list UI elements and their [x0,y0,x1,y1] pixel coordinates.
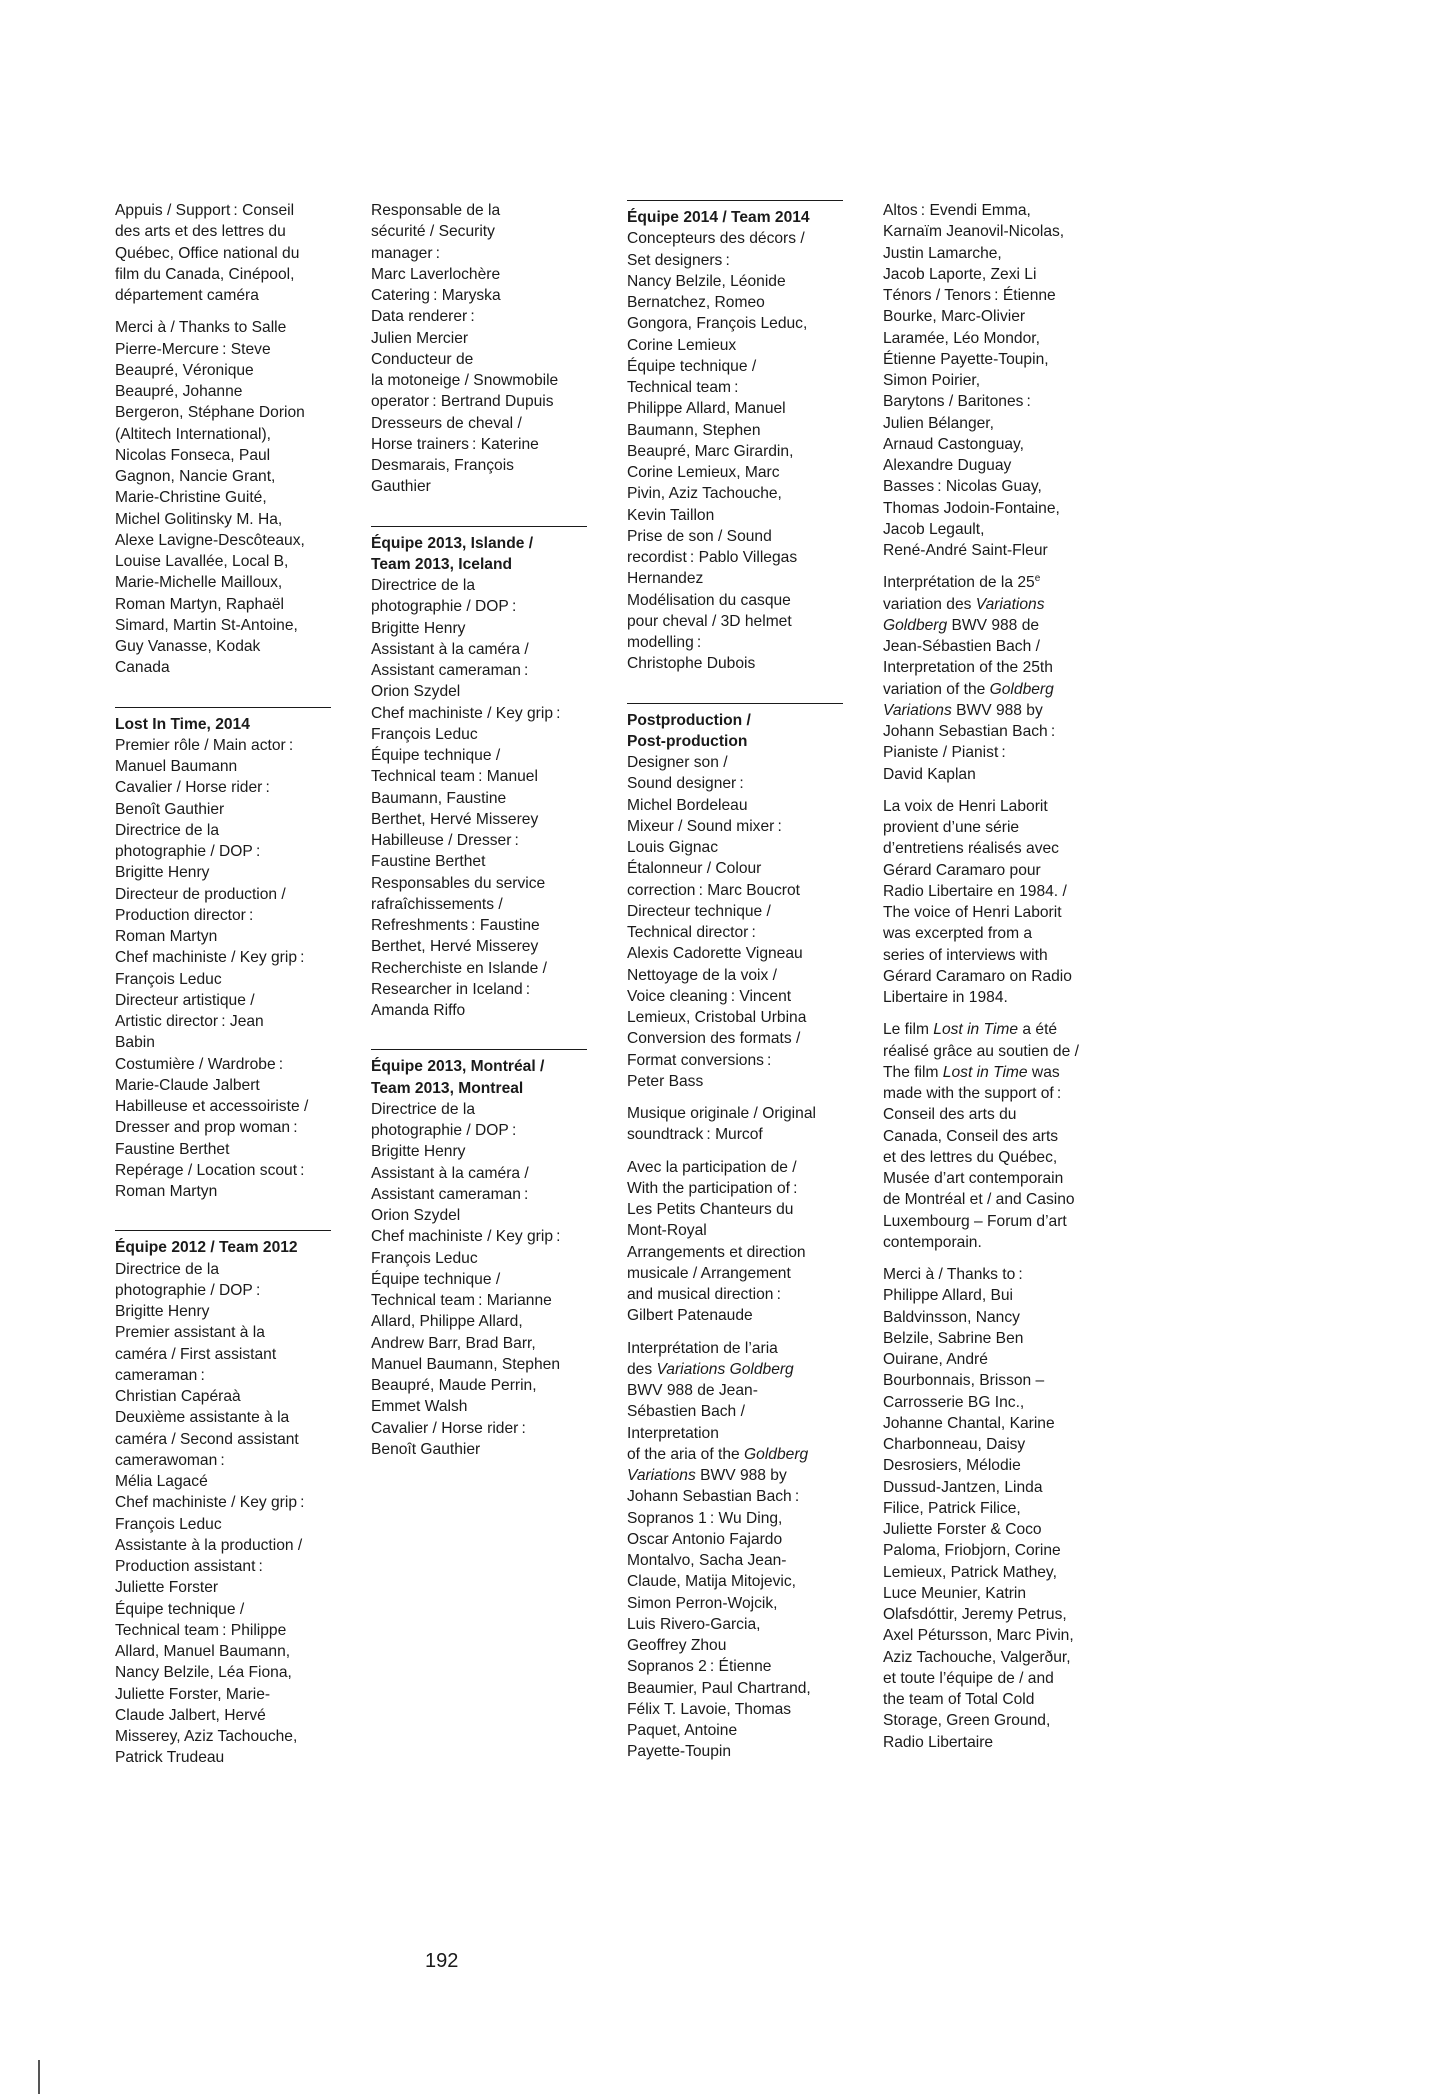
credit-line: Guy Vanasse, Kodak [115,638,261,655]
credit-line: Jacob Laporte, Zexi Li [883,265,1037,283]
credit-line: Habilleuse / Dresser : [371,832,519,849]
credit-line: the team of Total Cold [883,1691,1035,1708]
credit-line: Radio Libertaire [883,1733,994,1751]
credit-line: Merci à / Thanks to Salle [115,319,287,337]
credit-line: Juliette Forster & Coco [883,1521,1042,1538]
credit-line: Louise Lavallée, Local B, [115,553,289,570]
credits-block [883,572,1099,785]
credit-line: Musique originale / Original [627,1105,816,1122]
credit-line: Interpretation of the 25th [883,659,1053,677]
credits-block [627,1103,843,1146]
credit-line: Faustine Berthet [115,1140,230,1158]
credit-line: correction : Marc Boucrot [627,881,800,899]
credits-section [371,526,587,1022]
credit-line: Variations BWV 988 by [627,1467,787,1484]
column-4 [883,200,1099,1764]
credit-line: François Leduc [371,725,478,743]
credit-line: Julien Bélanger, [883,414,994,432]
credit-line: Responsables du service [371,874,546,892]
credit-line: François Leduc [371,1249,478,1267]
credit-line: camerawoman : [115,1451,225,1469]
credit-line: Conducteur de [371,350,474,368]
credit-line: (Altitech International), [115,425,272,443]
credit-line: Julien Mercier [371,329,469,347]
credit-line: photographie / DOP : [115,1281,261,1299]
credit-line: Assistant à la caméra / [371,640,529,658]
credit-line: Merci à / Thanks to : [883,1266,1023,1283]
credit-line: Data renderer : [371,308,475,326]
credits-block [627,1157,843,1327]
credit-line: Alexis Cadorette Vigneau [627,945,803,963]
credit-line: Hernandez [627,570,704,588]
credit-line: Claude, Matija Mitojevic, [627,1573,796,1591]
credit-line: Barytons / Baritones : [883,393,1031,411]
credit-line: Ouirane, André [883,1351,988,1368]
credit-line: pour cheval / 3D helmet [627,612,792,630]
credit-line: Production director : [115,906,254,924]
credit-line: Arrangements et direction [627,1243,806,1261]
credit-line: Le film Lost in Time a été [883,1021,1058,1039]
credit-line: Bergeron, Stéphane Dorion [115,404,305,422]
credits-section [115,707,331,1203]
credits-section [371,1049,587,1460]
credit-line: Roman Martyn [115,1183,218,1200]
credit-line: Babin [115,1034,155,1052]
credit-line: Researcher in Iceland : [371,980,531,998]
credit-line: Bourke, Marc-Olivier [883,308,1026,326]
credit-line: Premier assistant à la [115,1324,265,1342]
credit-line: Roman Martyn [115,928,218,945]
credit-line: Gauthier [371,478,431,496]
credit-line: David Kaplan [883,765,976,783]
credit-line: Sopranos 1 : Wu Ding, [627,1509,783,1527]
credit-line: Simon Perron-Wojcik, [627,1594,778,1612]
credit-line: Directrice de la [371,1100,475,1118]
credit-line: Montalvo, Sacha Jean- [627,1552,787,1569]
credit-line: François Leduc [115,970,222,988]
credits-block [115,317,331,678]
section-heading: Team 2013, Iceland [371,555,512,573]
credit-line: Mont-Royal [627,1222,707,1240]
credit-line: Directeur technique / [627,902,771,920]
credit-line: Bourbonnais, Brisson – [883,1372,1045,1390]
credit-line: Les Petits Chanteurs du [627,1201,794,1218]
credit-line: Technical team : Manuel [371,768,538,786]
credit-line: Manuel Baumann, Stephen [371,1355,560,1373]
credit-line: Belzile, Sabrine Ben [883,1329,1024,1347]
credit-line: Louis Gignac [627,839,719,856]
credit-line: Assistant à la caméra / [371,1164,529,1182]
credit-line: Allard, Manuel Baumann, [115,1643,291,1660]
credit-line: Filice, Patrick Filice, [883,1499,1021,1517]
credit-line: Christian Capéraà [115,1388,241,1405]
credit-line: Directrice de la [115,1260,219,1278]
credit-line: des Variations Goldberg [627,1360,794,1378]
credit-line: Artistic director : Jean [115,1013,264,1030]
credit-line: Voice cleaning : Vincent [627,987,792,1005]
credit-line: Payette-Toupin [627,1743,732,1761]
credit-line: Amanda Riffo [371,1002,466,1019]
credit-line: Aziz Tachouche, Valgerður, [883,1648,1071,1666]
credit-line: With the participation of : [627,1179,798,1197]
credit-line: Technical director : [627,924,756,941]
credit-line: Gilbert Patenaude [627,1307,753,1325]
credit-line: The voice of Henri Laborit [883,904,1062,921]
column-1 [115,200,331,1780]
credit-line: Corine Lemieux, Marc [627,464,780,481]
credit-line: made with the support of : [883,1085,1062,1102]
credit-line: Johanne Chantal, Karine [883,1414,1055,1432]
credit-line: caméra / First assistant [115,1345,277,1363]
credit-line: Jacob Legault, [883,520,985,538]
credit-line: Beaupré, Johanne [115,383,243,400]
credit-line: Christophe Dubois [627,655,756,673]
credit-line: Nancy Belzile, Léonide [627,272,786,290]
credit-line: Équipe technique / [115,1600,245,1618]
credit-line: Roman Martyn, Raphaël [115,595,285,613]
credit-line: Luxembourg – Forum d’art [883,1212,1067,1230]
credit-line: Assistant cameraman : [371,662,529,679]
credit-line: Équipe technique / [371,747,501,764]
credit-line: Bernatchez, Romeo [627,294,765,311]
credit-line: variation of the Goldberg [883,680,1054,698]
credit-line: réalisé grâce au soutien de / [883,1042,1079,1060]
credit-line: Thomas Jodoin-Fontaine, [883,499,1060,517]
credit-line: of the aria of the Goldberg [627,1445,809,1463]
credit-line: Pianiste / Pianist : [883,744,1006,762]
credit-line: Directeur de production / [115,885,286,903]
credit-line: Claude Jalbert, Hervé [115,1706,266,1724]
credit-line: Beaupré, Marc Girardin, [627,442,794,460]
credit-line: Altos : Evendi Emma, [883,202,1031,219]
credit-line: Sébastien Bach / [627,1403,745,1421]
credit-line: sécurité / Security [371,223,495,241]
column-3 [627,200,843,1774]
credit-line: Allard, Philippe Allard, [371,1313,523,1331]
credit-line: Laramée, Léo Mondor, [883,329,1040,347]
credit-line: Johann Sebastian Bach : [883,723,1056,740]
credit-line: Marc Laverlochère [371,265,501,283]
credit-line: Responsable de la [371,202,501,219]
credit-line: Juliette Forster [115,1579,219,1597]
credit-line: Gérard Caramaro pour [883,861,1041,879]
credit-line: and musical direction : [627,1286,781,1303]
credit-line: Peter Bass [627,1072,704,1090]
credit-line: photographie / DOP : [115,843,261,860]
credit-line: Premier rôle / Main actor : [115,736,294,754]
credit-line: Andrew Barr, Brad Barr, [371,1334,536,1352]
credit-line: et des lettres du Québec, [883,1148,1058,1166]
credit-line: département caméra [115,287,259,304]
credit-line: Interprétation de l’aria [627,1339,778,1357]
credit-line: Pierre-Mercure : Steve [115,340,271,358]
credit-line: Lemieux, Patrick Mathey, [883,1563,1057,1581]
credits-block [883,1019,1099,1253]
credits-block [883,796,1099,1009]
credit-line: Radio Libertaire en 1984. / [883,882,1067,900]
credit-line: Costumière / Wardrobe : [115,1055,284,1073]
credit-line: Sopranos 2 : Étienne [627,1658,772,1676]
credit-line: Canada [115,659,170,677]
credit-line: Desrosiers, Mélodie [883,1457,1021,1475]
section-heading: Postproduction / [627,711,751,729]
credit-line: soundtrack : Murcof [627,1126,763,1144]
credit-line: variation des Variations [883,595,1045,613]
credit-line: Misserey, Aziz Tachouche, [115,1728,298,1745]
credits-block [883,200,1099,561]
credit-line: Oscar Antonio Fajardo [627,1530,783,1548]
credit-line: Nancy Belzile, Léa Fiona, [115,1664,292,1682]
credit-line: Équipe technique / [627,357,757,375]
credit-line: François Leduc [115,1515,222,1533]
credit-line: Chef machiniste / Key grip : [115,1494,305,1512]
credit-line: Habilleuse et accessoiriste / [115,1098,309,1115]
credit-line: Kevin Taillon [627,506,715,524]
section-heading: Équipe 2013, Montréal / [371,1058,545,1076]
credit-line: Corine Lemieux [627,336,737,354]
credit-line: was excerpted from a [883,925,1033,943]
credit-line: Étalonneur / Colour [627,860,762,878]
credit-line: The film Lost in Time was [883,1063,1060,1081]
credit-line: Benoît Gauthier [115,800,225,818]
credit-line: operator : Bertrand Dupuis [371,393,554,411]
credit-line: de Montréal et / and Casino [883,1191,1075,1209]
credit-line: Johann Sebastian Bach : [627,1488,800,1506]
credit-line: Nicolas Fonseca, Paul [115,446,271,464]
credit-line: Set designers : [627,251,730,269]
credits-section [115,1230,331,1768]
credit-line: Gongora, François Leduc, [627,315,808,333]
credit-line: Assistante à la production / [115,1536,303,1554]
credit-line: Équipe technique / [371,1270,501,1288]
credit-line: Prise de son / Sound [627,527,772,545]
credit-line: Québec, Office national du [115,244,300,262]
credit-line: Dresser and prop woman : [115,1119,298,1137]
credit-line: Canada, Conseil des arts [883,1127,1059,1145]
credit-line: Musée d’art contemporain [883,1170,1064,1187]
credit-line: d’entretiens réalisés avec [883,840,1059,858]
credit-line: Beaupré, Maude Perrin, [371,1377,537,1394]
credit-line: Brigitte Henry [115,1303,210,1320]
credit-line: Orion Szydel [371,683,461,701]
credit-line: series of interviews with [883,946,1048,964]
credit-line: Simon Poirier, [883,372,981,389]
credit-line: Interprétation de la 25e [883,573,1041,592]
credit-line: Orion Szydel [371,1207,461,1224]
credit-line: recordist : Pablo Villegas [627,549,798,566]
credit-line: Paloma, Friobjorn, Corine [883,1542,1061,1560]
credit-line: Ténors / Tenors : Étienne [883,287,1056,304]
credit-line: Félix T. Lavoie, Thomas [627,1700,792,1718]
credit-line: Recherchiste en Islande / [371,959,547,977]
page-number: 192 [425,1950,459,1972]
credit-line: Avec la participation de / [627,1158,797,1176]
credits-section [627,200,843,675]
credit-line: musicale / Arrangement [627,1264,791,1282]
credit-line: Benoît Gauthier [371,1440,481,1458]
credit-line: Philippe Allard, Bui [883,1287,1014,1305]
credit-line: Concepteurs des décors / [627,230,805,248]
credit-line: La voix de Henri Laborit [883,797,1048,815]
credits-block [115,200,331,306]
credit-line: Gagnon, Nancie Grant, [115,468,276,485]
credit-line: Arnaud Castonguay, [883,435,1025,453]
credit-line: Manuel Baumann [115,758,238,775]
credit-line: Directrice de la [115,821,219,839]
section-heading: Équipe 2014 / Team 2014 [627,209,810,226]
credit-line: Cavalier / Horse rider : [371,1419,526,1437]
credit-line: Dussud-Jantzen, Linda [883,1478,1043,1496]
credit-line: Brigitte Henry [371,1143,466,1161]
credit-line: Repérage / Location scout : [115,1161,305,1179]
credit-line: Desmarais, François [371,457,514,474]
credit-line: Justin Lamarche, [883,244,1002,262]
credit-line: contemporain. [883,1233,982,1251]
credit-line: Storage, Green Ground, [883,1712,1051,1730]
credit-line: Michel Bordeleau [627,796,748,814]
credit-line: Dresseurs de cheval / [371,414,522,432]
credit-line: Production assistant : [115,1558,263,1575]
credit-line: Marie-Michelle Mailloux, [115,574,283,592]
column-2 [371,200,587,1471]
credit-line: Appuis / Support : Conseil [115,202,295,219]
section-heading: Équipe 2012 / Team 2012 [115,1239,298,1257]
credit-line: Libertaire in 1984. [883,989,1008,1006]
credit-line: Variations BWV 988 by [883,701,1043,719]
credit-line: Designer son / [627,754,728,771]
credit-line: Deuxième assistante à la [115,1409,290,1427]
credit-line: Baumann, Faustine [371,789,507,807]
section-heading: Lost In Time, 2014 [115,715,250,733]
credit-line: des arts et des lettres du [115,223,286,241]
section-heading: Équipe 2013, Islande / [371,534,534,552]
credit-line: Technical team : [627,379,739,396]
credit-line: Beaupré, Véronique [115,361,254,379]
credit-line: Charbonneau, Daisy [883,1436,1026,1453]
credit-line: cameraman : [115,1366,205,1384]
section-heading: Post-production [627,732,748,750]
credit-line: Cavalier / Horse rider : [115,779,270,797]
credit-line: Étienne Payette-Toupin, [883,350,1049,368]
section-heading: Team 2013, Montreal [371,1079,524,1097]
credit-line: Juliette Forster, Marie- [115,1685,271,1703]
credit-line: Refreshments : Faustine [371,917,540,934]
credit-line: Catering : Maryska [371,287,501,304]
credit-line: Horse trainers : Katerine [371,435,539,453]
credit-line: Geoffrey Zhou [627,1637,727,1654]
credit-line: Paquet, Antoine [627,1722,738,1739]
credit-line: Sound designer : [627,775,744,793]
credits-section [627,703,843,1093]
credit-line: film du Canada, Cinépool, [115,265,295,283]
credit-line: Patrick Trudeau [115,1749,225,1767]
credits-block [627,1338,843,1763]
credit-line: Technical team : Philippe [115,1621,287,1639]
credit-line: Alexe Lavigne-Descôteaux, [115,531,305,549]
credit-line: caméra / Second assistant [115,1430,299,1448]
credit-line: Nettoyage de la voix / [627,966,777,984]
credit-line: Conversion des formats / [627,1030,801,1048]
credit-line: Basses : Nicolas Guay, [883,478,1042,496]
crop-mark [38,2060,40,2094]
credit-line: Carrosserie BG Inc., [883,1393,1025,1411]
credit-line: Lemieux, Cristobal Urbina [627,1009,807,1026]
credit-line: Michel Golitinsky M. Ha, [115,510,283,528]
credit-line: la motoneige / Snowmobile [371,372,559,389]
credit-line: manager : [371,244,440,262]
credit-line: Mélia Lagacé [115,1473,208,1490]
credit-line: René-André Saint-Fleur [883,542,1048,559]
credit-line: BWV 988 de Jean- [627,1382,758,1399]
credit-line: Assistant cameraman : [371,1185,529,1203]
credit-line: Technical team : Marianne [371,1292,552,1309]
credit-line: Luis Rivero-Garcia, [627,1615,761,1633]
credit-line: Beaumier, Paul Chartrand, [627,1679,811,1697]
credit-line: Alexandre Duguay [883,457,1012,474]
credit-line: Olafsdóttir, Jeremy Petrus, [883,1606,1067,1623]
credit-line: Format conversions : [627,1051,772,1069]
credit-line: Baldvinsson, Nancy [883,1308,1020,1326]
credit-line: Chef machiniste / Key grip : [371,1228,561,1246]
credit-line: Directeur artistique / [115,991,255,1009]
credit-line: Marie-Christine Guité, [115,489,267,507]
credits-block [883,1264,1099,1753]
credit-line: photographie / DOP : [371,598,517,616]
credit-line: Luce Meunier, Katrin [883,1584,1027,1602]
credit-line: Chef machiniste / Key grip : [115,949,305,967]
credit-line: Philippe Allard, Manuel [627,400,786,418]
credit-line: Brigitte Henry [371,619,466,637]
credit-line: Berthet, Hervé Misserey [371,810,539,828]
credit-line: modelling : [627,634,702,651]
credit-line: et toute l’équipe de / and [883,1669,1054,1687]
credit-line: Brigitte Henry [115,864,210,882]
credit-line: provient d’une série [883,819,1020,836]
credit-line: Directrice de la [371,577,475,594]
credit-line: Baumann, Stephen [627,421,761,439]
credit-line: Chef machiniste / Key grip : [371,704,561,722]
credit-line: Modélisation du casque [627,591,791,609]
credit-line: Mixeur / Sound mixer : [627,817,782,835]
credit-line: photographie / DOP : [371,1122,517,1139]
credit-line: Berthet, Hervé Misserey [371,938,539,956]
credit-line: Conseil des arts du [883,1106,1017,1124]
credits-block [371,200,587,498]
credit-line: Interpretation [627,1424,719,1442]
credit-line: Emmet Walsh [371,1398,468,1416]
credit-line: Marie-Claude Jalbert [115,1076,260,1094]
credit-line: Simard, Martin St-Antoine, [115,616,298,634]
credit-line: Axel Pétursson, Marc Pivin, [883,1627,1074,1645]
credit-line: Karnaïm Jeanovil-Nicolas, [883,223,1065,241]
credit-line: Pivin, Aziz Tachouche, [627,485,782,503]
credit-line: rafraîchissements / [371,895,503,913]
credit-line: Gérard Caramaro on Radio [883,967,1072,985]
credit-line: Goldberg BWV 988 de [883,616,1040,634]
credit-line: Faustine Berthet [371,853,486,871]
credit-line: Jean-Sébastien Bach / [883,638,1040,655]
